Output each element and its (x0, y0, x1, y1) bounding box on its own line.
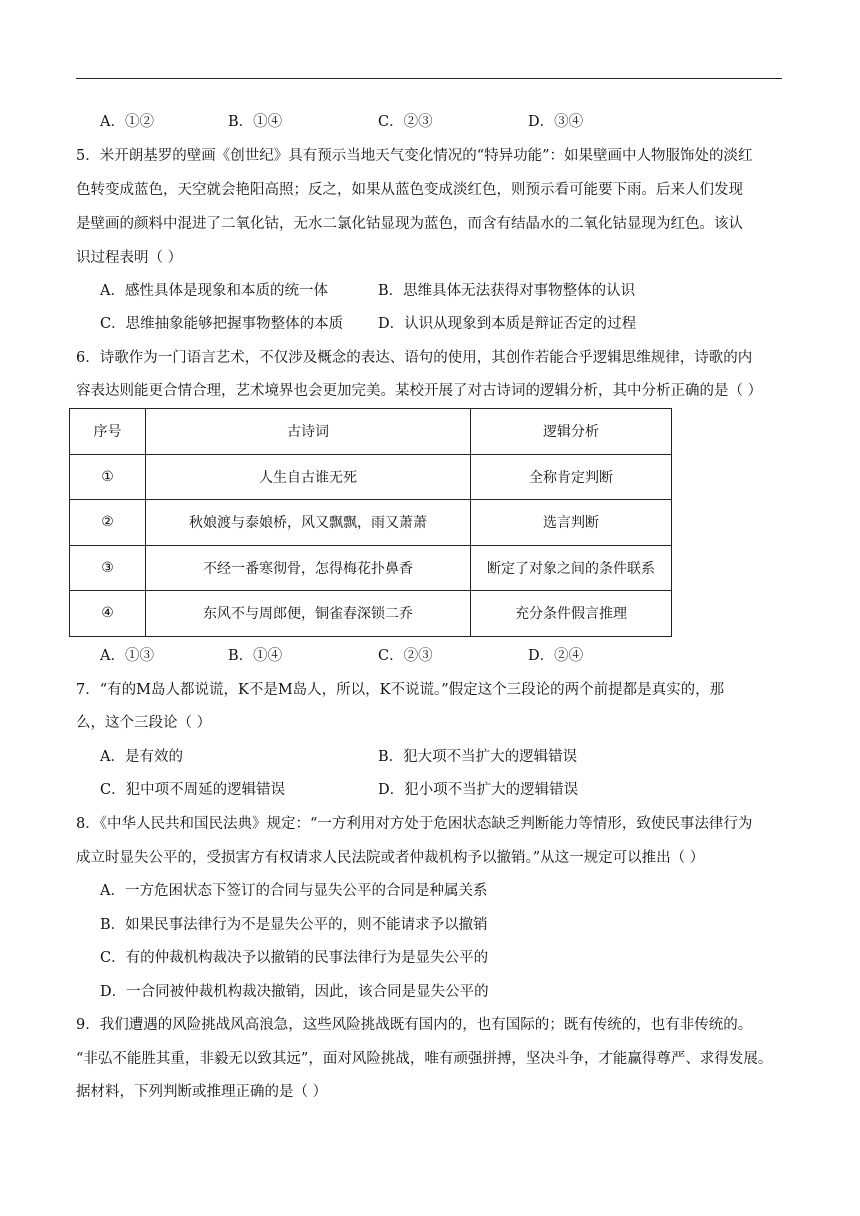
q7-option-d[interactable]: D．犯小项不当扩大的逻辑错误 (378, 782, 579, 798)
q7-stem-line: 7．“有的M岛人都说谎，K不是M岛人，所以，K不说谎。”假定这个三段论的两个前提都是真实的，那 (76, 682, 725, 698)
q7-stem-line: 么，这个三段论（ ） (76, 715, 212, 731)
poetry-logic-table (69, 408, 672, 637)
table-row (70, 545, 672, 591)
table-row (70, 500, 672, 546)
table-cell: ② (70, 500, 146, 546)
q7-option-c[interactable]: C．犯中项不周延的逻辑错误 (100, 782, 286, 798)
q9-stem-line: 据材料，下列判断或推理正确的是（ ） (76, 1084, 328, 1100)
q4-option-d[interactable]: D．③④ (528, 114, 584, 130)
table-cell: 断定了对象之间的条件联系 (471, 545, 672, 591)
q4-option-b[interactable]: B．①④ (228, 114, 283, 130)
q7-option-b[interactable]: B．犯大项不当扩大的逻辑错误 (378, 749, 578, 765)
q5-stem-line: 识过程表明（ ） (76, 250, 183, 266)
table-header-row (70, 409, 672, 455)
q9-stem-line: “非弘不能胜其重，非毅无以致其远”，面对风险挑战，唯有顽强拼搏，坚决斗争，才能赢得尊严、求得发展。 (76, 1051, 773, 1067)
table-cell: 全称肯定判断 (471, 454, 672, 500)
header-rule (76, 78, 782, 79)
q7-option-a[interactable]: A．是有效的 (100, 749, 183, 765)
table-cell: ③ (70, 545, 146, 591)
q6-option-a[interactable]: A．①③ (100, 648, 154, 664)
table-cell: 人生自古谁无死 (146, 454, 471, 500)
table-header-cell: 古诗词 (146, 409, 471, 455)
table-row (70, 454, 672, 500)
q8-option-c[interactable]: C．有的仲裁机构裁决予以撤销的民事法律行为是显失公平的 (100, 950, 489, 966)
q6-stem-line: 容表达则能更合情合理，艺术境界也会更加完美。某校开展了对古诗词的逻辑分析，其中分析正确的是（ ） (76, 383, 763, 399)
q8-stem-line: 8．《中华人民共和国民法典》规定：“一方利用对方处于危困状态缺乏判断能力等情形，致使民事法律行为 (76, 816, 753, 832)
q5-stem-line: 5．米开朗基罗的壁画《创世纪》具有预示当地天气变化情况的“特异功能”：如果壁画中人物服饰处的淡红 (76, 148, 753, 164)
table-cell: ④ (70, 591, 146, 637)
q6-stem-line: 6．诗歌作为一门语言艺术，不仅涉及概念的表达、语句的使用，其创作若能合乎逻辑思维规律，诗歌的内 (76, 350, 753, 366)
q5-stem-line: 是壁画的颜料中混进了二氧化钴，无水二氯化钴显现为蓝色，而含有结晶水的二氧化钴显现为红色。该认 (76, 216, 743, 232)
q4-option-a[interactable]: A．①② (100, 114, 154, 130)
table-cell: ① (70, 454, 146, 500)
table-header-cell: 序号 (70, 409, 146, 455)
q8-option-d[interactable]: D．一合同被仲裁机构裁决撤销，因此，该合同是显失公平的 (100, 984, 489, 1000)
q8-stem-line: 成立时显失公平的，受损害方有权请求人民法院或者仲裁机构予以撤销。”从这一规定可以推出（ ） (76, 850, 705, 866)
table-cell: 选言判断 (471, 500, 672, 546)
table-row (70, 591, 672, 637)
q6-option-d[interactable]: D．②④ (528, 648, 584, 664)
table-cell: 秋娘渡与泰娘桥，风又飘飘，雨又萧萧 (146, 500, 471, 546)
q5-option-b[interactable]: B．思维具体无法获得对事物整体的认识 (378, 283, 636, 299)
table-cell: 东风不与周郎便，铜雀春深锁二乔 (146, 591, 471, 637)
table-cell: 不经一番寒彻骨，怎得梅花扑鼻香 (146, 545, 471, 591)
q9-stem-line: 9．我们遭遇的风险挑战风高浪急，这些风险挑战既有国内的，也有国际的；既有传统的，也有非传统的。 (76, 1017, 753, 1033)
q5-option-d[interactable]: D．认识从现象到本质是辩证否定的过程 (378, 316, 637, 332)
q5-stem-line: 色转变成蓝色，天空就会艳阳高照；反之，如果从蓝色变成淡红色，则预示看可能要下雨。后来人们发现 (76, 182, 743, 198)
q8-option-b[interactable]: B．如果民事法律行为不是显失公平的，则不能请求予以撤销 (100, 917, 488, 933)
q6-option-b[interactable]: B．①④ (228, 648, 283, 664)
q4-option-c[interactable]: C．②③ (378, 114, 433, 130)
table-cell: 充分条件假言推理 (471, 591, 672, 637)
q5-option-c[interactable]: C．思维抽象能够把握事物整体的本质 (100, 316, 344, 332)
table-header-cell: 逻辑分析 (471, 409, 672, 455)
q5-option-a[interactable]: A．感性具体是现象和本质的统一体 (100, 283, 328, 299)
q6-option-c[interactable]: C．②③ (378, 648, 433, 664)
q8-option-a[interactable]: A．一方危困状态下签订的合同与显失公平的合同是种属关系 (100, 883, 488, 899)
